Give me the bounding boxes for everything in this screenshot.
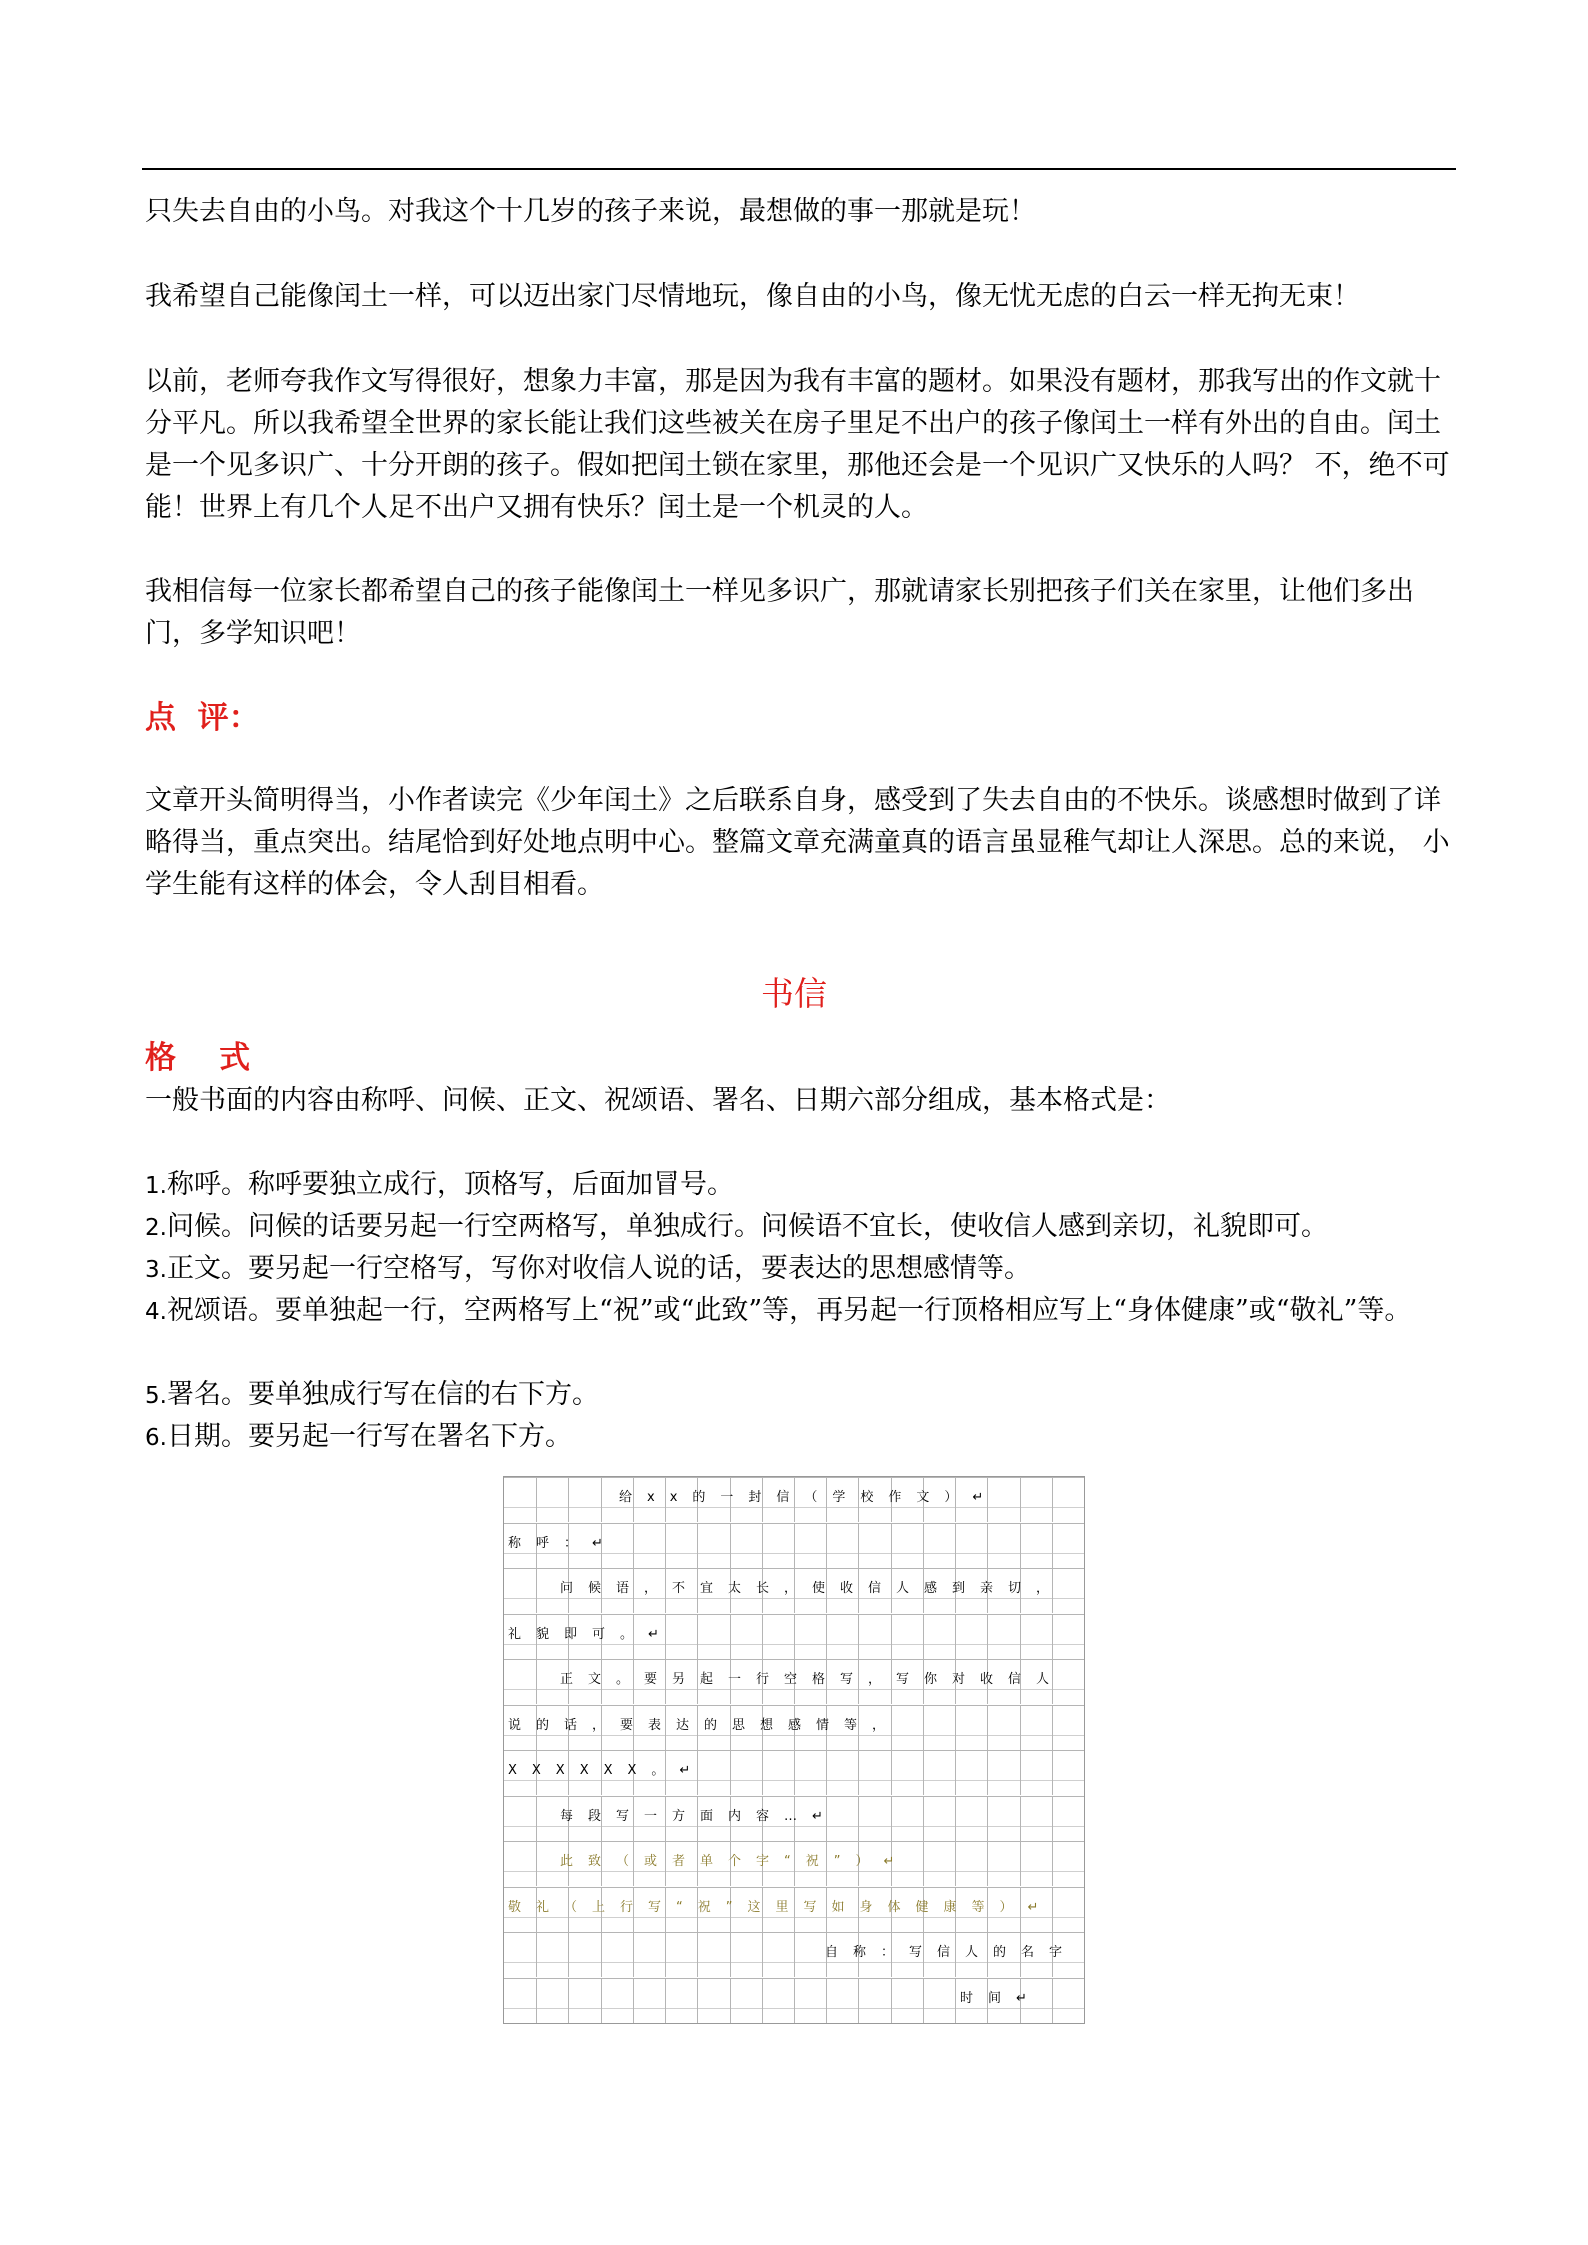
- grid-row-text: 正文。要另起一行空格写，写你对收信人: [560, 1672, 1065, 1687]
- format-heading: 格 式: [145, 1040, 251, 1076]
- list-item: 2.问候。问候的话要另起一行空两格写，单独成行。问候语不宜长，使收信人感到亲切，礼貌即可。: [145, 1211, 1328, 1242]
- essay-paragraph-1: 只失去自由的小鸟。对我这个十几岁的孩子来说，最想做的事一那就是玩！: [145, 196, 1036, 227]
- grid-row: [504, 1477, 1084, 1522]
- essay-paragraph-2: 我希望自己能像闰土一样，可以迈出家门尽情地玩，像自由的小鸟，像无忧无虑的白云一样无拘无束！: [145, 281, 1360, 312]
- grid-row-text: 自称：写信人的名字: [825, 1945, 1078, 1960]
- letter-title: 书信: [761, 974, 827, 1013]
- grid-row-text: 礼貌即可。↵: [508, 1626, 674, 1642]
- grid-row: [504, 1614, 1084, 1659]
- essay-paragraph-3: 以前，老师夸我作文写得很好，想象力丰富，那是因为我有丰富的题材。如果没有题材，那我写出的作文就十分平凡。所以我希望全世界的家长能让我们这些被关在房子里足不出户的孩子像闰土一样有外出的自由。闰土是一个见多识广、十分开朗的孩子。假如把闰土锁在家里，那他还会是一个见识广又快乐的人吗？ 不，绝不可能！世界上有几个人足不出户又拥有快乐？闰土是一个机灵的人。: [145, 366, 1450, 523]
- list-item: 3.正文。要另起一行空格写，写你对收信人说的话，要表达的思想感情等。: [145, 1253, 1031, 1284]
- grid-row: [504, 1796, 1084, 1841]
- list-item: 1.称呼。称呼要独立成行，顶格写，后面加冒号。: [145, 1169, 734, 1200]
- grid-row: [504, 1705, 1084, 1750]
- list-item: 6.日期。要另起一行写在署名下方。: [145, 1421, 572, 1452]
- review-heading: 点 评：: [145, 700, 260, 736]
- grid-row-text: 此致（或者单个字“祝”）↵: [560, 1854, 910, 1869]
- grid-row: [504, 1841, 1084, 1886]
- format-intro: 一般书面的内容由称呼、问候、正文、祝颂语、署名、日期六部分组成，基本格式是：: [145, 1085, 1171, 1116]
- grid-row-text: 敬礼（上行写“祝”这里写如身体健康等）↵: [508, 1899, 1054, 1915]
- grid-row: [504, 1887, 1084, 1932]
- list-item: 4.祝颂语。要单独起一行，空两格写上“祝”或“此致”等，再另起一行顶格相应写上“身体健康”或“敬礼”等。: [145, 1295, 1412, 1326]
- grid-row-text: 说的话，要表达的思想感情等，: [508, 1717, 901, 1733]
- review-text: 文章开头简明得当，小作者读完《少年闰土》之后联系自身，感受到了失去自由的不快乐。谈感想时做到了详略得当，重点突出。结尾恰到好处地点明中心。整篇文章充满童真的语言虽显稚气却让人深思。总的来说， 小学生能有这样的体会，令人刮目相看。: [145, 785, 1450, 900]
- grid-row: [504, 1659, 1084, 1704]
- grid-row-text: 时间↵: [960, 1990, 1042, 2006]
- grid-row: [504, 1932, 1084, 1977]
- grid-row-text: XXXXXX。↵: [508, 1763, 706, 1778]
- grid-row-text: 每段写一方面内容…↵: [560, 1808, 838, 1824]
- grid-row-text: 给xx的一封信（学校作文）↵: [619, 1490, 999, 1505]
- grid-row: [504, 1750, 1084, 1795]
- grid-row: [504, 1568, 1084, 1613]
- grid-row-text: 问候语，不宜太长，使收信人感到亲切，: [560, 1581, 1065, 1596]
- essay-paragraph-4: 我相信每一位家长都希望自己的孩子能像闰土一样见多识广，那就请家长别把孩子们关在家里，让他们多出门，多学知识吧！: [145, 576, 1414, 649]
- header-rule: [142, 168, 1456, 170]
- grid-row: [504, 1978, 1084, 2023]
- grid-row: [504, 1523, 1084, 1568]
- grid-row-text: 称呼：↵: [508, 1535, 618, 1551]
- letter-format-grid-image: [503, 1476, 1085, 2024]
- list-item: 5.署名。要单独成行写在信的右下方。: [145, 1379, 599, 1410]
